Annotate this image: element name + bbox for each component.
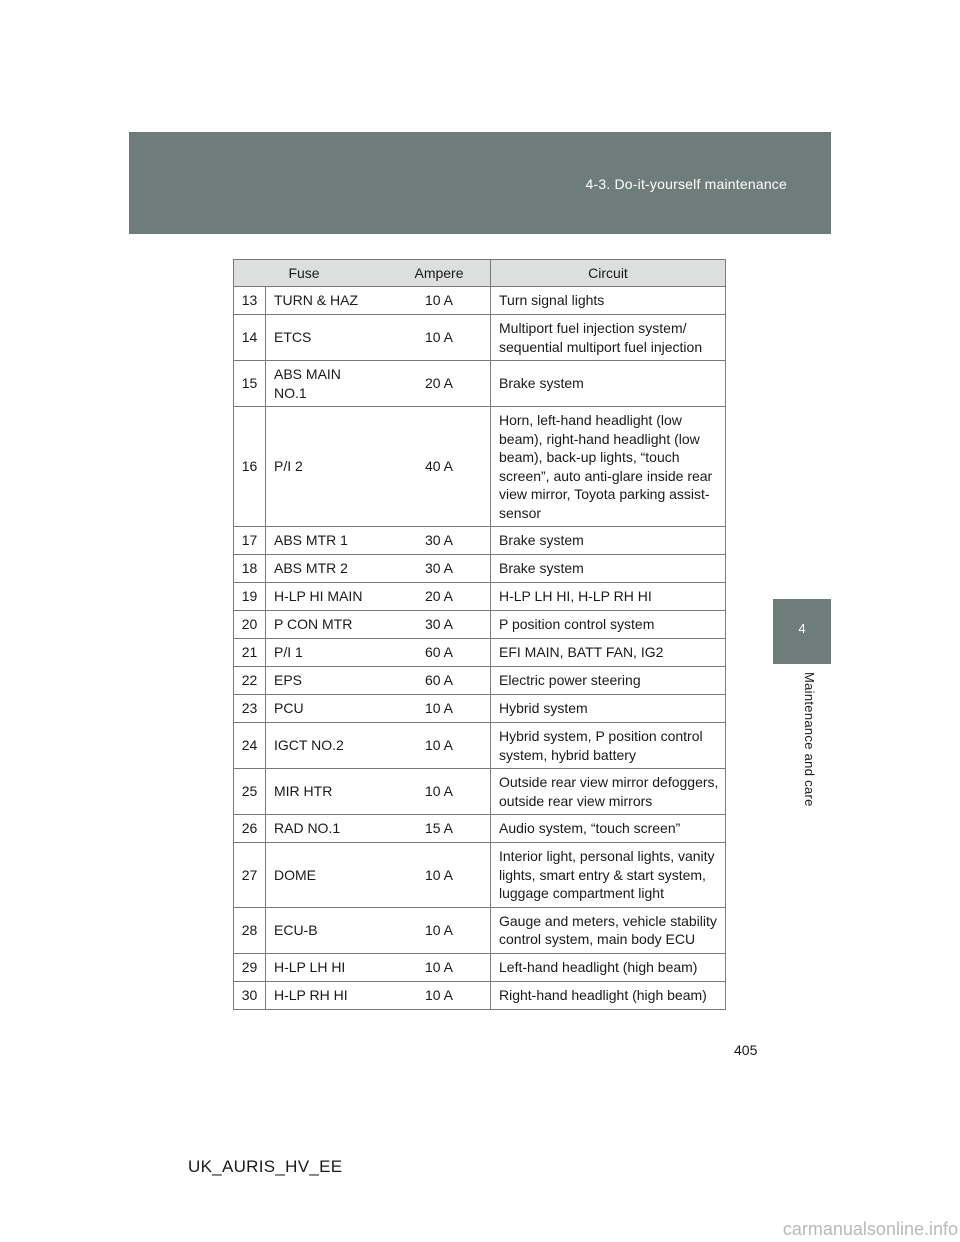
table-row (234, 287, 726, 315)
chapter-tab (773, 599, 831, 664)
circuit-cell: Left-hand headlight (high beam) (491, 953, 726, 981)
ampere-cell: 30 A (374, 611, 491, 639)
column-header-circuit: Circuit (491, 260, 726, 287)
table-row (234, 583, 726, 611)
table-row (234, 907, 726, 953)
fuse-name-cell: IGCT NO.2 (266, 723, 375, 769)
section-title: 4-3. Do-it-yourself maintenance (585, 176, 787, 192)
fuse-name-cell: ABS MTR 1 (266, 527, 375, 555)
circuit-cell: Right-hand headlight (high beam) (491, 981, 726, 1009)
ampere-cell: 30 A (374, 527, 491, 555)
fuse-name-cell: PCU (266, 695, 375, 723)
fuse-number-cell: 24 (234, 723, 266, 769)
fuse-number-cell: 22 (234, 667, 266, 695)
ampere-cell: 40 A (374, 407, 491, 527)
circuit-cell: Audio system, “touch screen” (491, 815, 726, 843)
fuse-number-cell: 23 (234, 695, 266, 723)
fuse-name-cell: EPS (266, 667, 375, 695)
page-number: 405 (734, 1042, 758, 1058)
circuit-cell: P position control system (491, 611, 726, 639)
circuit-cell: Gauge and meters, vehicle stability control system, main body ECU (491, 907, 726, 953)
fuse-number-cell: 25 (234, 769, 266, 815)
fuse-number-cell: 16 (234, 407, 266, 527)
ampere-cell: 10 A (374, 843, 491, 908)
fuse-number-cell: 27 (234, 843, 266, 908)
fuse-number-cell: 19 (234, 583, 266, 611)
table-row (234, 611, 726, 639)
circuit-cell: Hybrid system (491, 695, 726, 723)
ampere-cell: 15 A (374, 815, 491, 843)
circuit-cell: Brake system (491, 527, 726, 555)
ampere-cell: 10 A (374, 953, 491, 981)
fuse-name-cell: DOME (266, 843, 375, 908)
circuit-cell: Hybrid system, P position control system, hybrid battery (491, 723, 726, 769)
table-body (234, 287, 726, 1010)
fuse-number-cell: 14 (234, 315, 266, 361)
fuse-name-cell: MIR HTR (266, 769, 375, 815)
fuse-name-cell: H-LP LH HI (266, 953, 375, 981)
fuse-name-cell: P CON MTR (266, 611, 375, 639)
circuit-cell: Multiport fuel injection system/ sequential multiport fuel injection (491, 315, 726, 361)
ampere-cell: 20 A (374, 583, 491, 611)
document-code: UK_AURIS_HV_EE (188, 1157, 343, 1176)
fuse-table (233, 259, 726, 1010)
fuse-name-cell: ABS MTR 2 (266, 555, 375, 583)
table-row (234, 723, 726, 769)
fuse-name-cell: H-LP HI MAIN (266, 583, 375, 611)
table-row (234, 361, 726, 407)
ampere-cell: 10 A (374, 315, 491, 361)
fuse-name-cell: ABS MAIN NO.1 (266, 361, 375, 407)
ampere-cell: 10 A (374, 981, 491, 1009)
fuse-number-cell: 18 (234, 555, 266, 583)
chapter-number: 4 (798, 621, 806, 636)
fuse-number-cell: 29 (234, 953, 266, 981)
circuit-cell: Interior light, personal lights, vanity lights, smart entry & start system, luggage compartment light (491, 843, 726, 908)
fuse-name-cell: RAD NO.1 (266, 815, 375, 843)
fuse-number-cell: 30 (234, 981, 266, 1009)
fuse-name-cell: P/I 1 (266, 639, 375, 667)
ampere-cell: 10 A (374, 723, 491, 769)
circuit-cell: Turn signal lights (491, 287, 726, 315)
fuse-name-cell: TURN & HAZ (266, 287, 375, 315)
table-row (234, 815, 726, 843)
watermark: carmanualsonline.info (782, 1219, 958, 1239)
table-row (234, 667, 726, 695)
ampere-cell: 30 A (374, 555, 491, 583)
fuse-number-cell: 28 (234, 907, 266, 953)
table-row (234, 981, 726, 1009)
fuse-number-cell: 15 (234, 361, 266, 407)
table-row (234, 953, 726, 981)
ampere-cell: 10 A (374, 769, 491, 815)
circuit-cell: Brake system (491, 361, 726, 407)
ampere-cell: 10 A (374, 907, 491, 953)
table-row (234, 639, 726, 667)
ampere-cell: 10 A (374, 287, 491, 315)
circuit-cell: Outside rear view mirror defoggers, outside rear view mirrors (491, 769, 726, 815)
fuse-name-cell: P/I 2 (266, 407, 375, 527)
fuse-number-cell: 17 (234, 527, 266, 555)
circuit-cell: H-LP LH HI, H-LP RH HI (491, 583, 726, 611)
table-row (234, 843, 726, 908)
column-header-fuse: Fuse (234, 260, 375, 287)
fuse-name-cell: ETCS (266, 315, 375, 361)
fuse-number-cell: 20 (234, 611, 266, 639)
table-row (234, 769, 726, 815)
circuit-cell: Electric power steering (491, 667, 726, 695)
ampere-cell: 60 A (374, 667, 491, 695)
ampere-cell: 10 A (374, 695, 491, 723)
circuit-cell: Horn, left-hand headlight (low beam), right-hand headlight (low beam), back-up lights, “touch screen”, auto anti-glare inside rear view mirror, Toyota parking assist-sensor (491, 407, 726, 527)
table-row (234, 695, 726, 723)
table-row (234, 315, 726, 361)
header-band (129, 132, 831, 234)
table-row (234, 555, 726, 583)
chapter-title: Maintenance and care (802, 672, 817, 807)
fuse-name-cell: ECU-B (266, 907, 375, 953)
circuit-cell: EFI MAIN, BATT FAN, IG2 (491, 639, 726, 667)
column-header-ampere: Ampere (374, 260, 491, 287)
fuse-number-cell: 21 (234, 639, 266, 667)
ampere-cell: 60 A (374, 639, 491, 667)
table-header-row (234, 260, 726, 287)
ampere-cell: 20 A (374, 361, 491, 407)
circuit-cell: Brake system (491, 555, 726, 583)
fuse-number-cell: 13 (234, 287, 266, 315)
fuse-name-cell: H-LP RH HI (266, 981, 375, 1009)
fuse-number-cell: 26 (234, 815, 266, 843)
table-row (234, 527, 726, 555)
table-row (234, 407, 726, 527)
